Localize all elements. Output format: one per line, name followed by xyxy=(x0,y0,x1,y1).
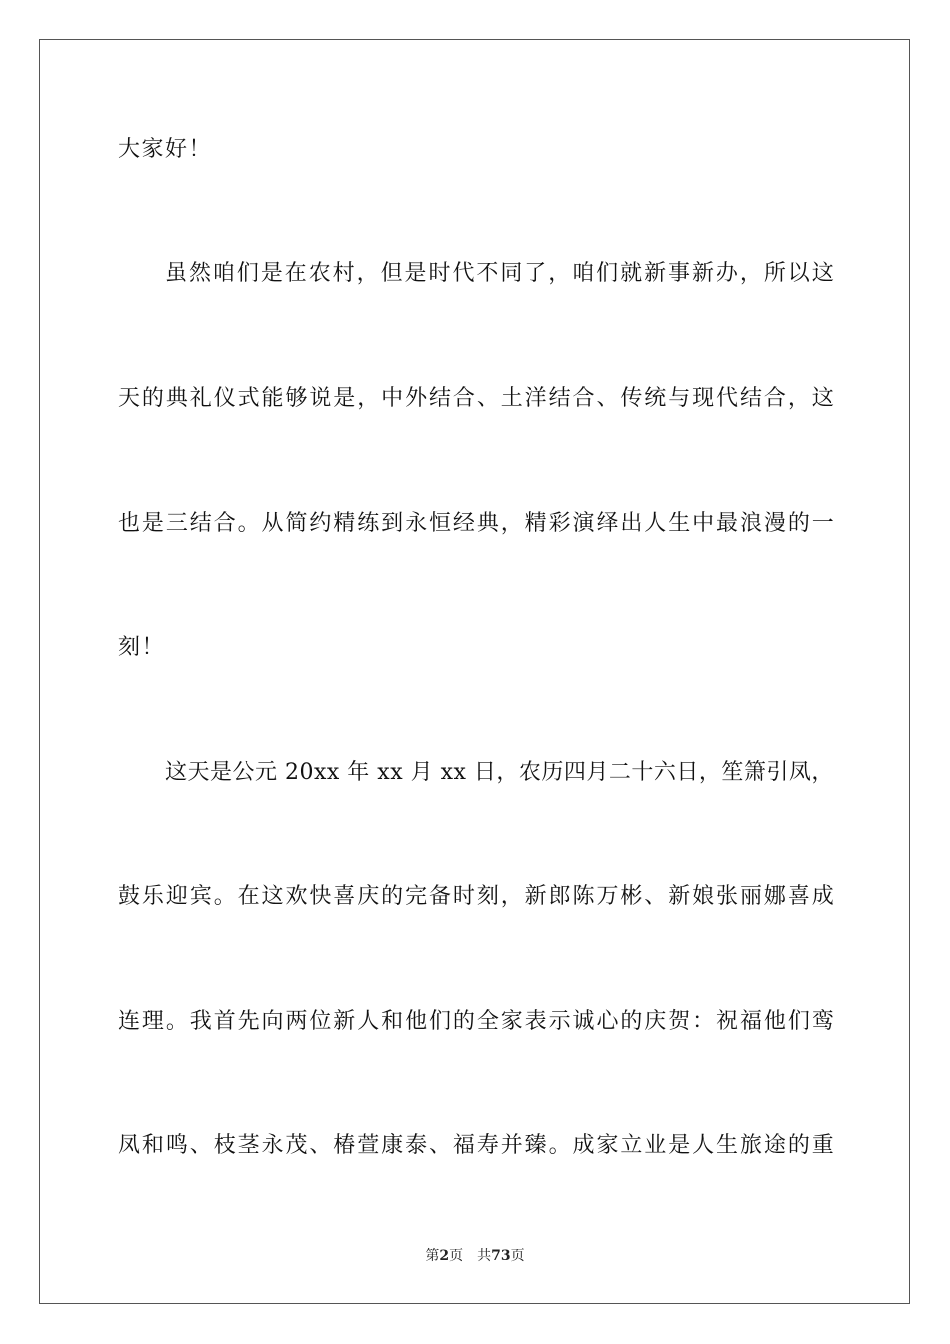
text-char: ， xyxy=(500,511,523,536)
text-char: 重 xyxy=(811,1133,834,1158)
text-char: 同 xyxy=(500,261,523,286)
text-char: 乐 xyxy=(141,884,164,909)
text-char: 精 xyxy=(524,511,547,536)
text-char: 诚 xyxy=(572,1009,595,1034)
text-char: ： xyxy=(692,1009,715,1034)
text-char: 迎 xyxy=(165,884,188,909)
text-char: 事 xyxy=(668,261,691,286)
text-char: 萱 xyxy=(357,1133,380,1158)
text-char: 说 xyxy=(309,386,332,411)
text-char: ， xyxy=(787,386,810,411)
paragraph-2-line-1: 这天是公元 20xx 年 xx 月 xx 日，农历四月二十六日，笙箫引凤， xyxy=(165,760,834,785)
text-char: 天 xyxy=(118,386,141,411)
text-char: 茎 xyxy=(237,1133,260,1158)
text-char: 椿 xyxy=(333,1133,356,1158)
text-char: 演 xyxy=(572,511,595,536)
greeting-line: 大家好！ xyxy=(118,137,213,162)
text-char: 人 xyxy=(692,1133,715,1158)
text-char: 这 xyxy=(811,386,834,411)
text-char: 泰 xyxy=(405,1133,428,1158)
paragraph-2-line-2 xyxy=(118,882,834,912)
text-char: 农 xyxy=(308,261,331,286)
text-char: 这 xyxy=(811,261,834,286)
text-char: 和 xyxy=(381,1009,404,1034)
text-char: ， xyxy=(356,261,379,286)
text-char: 时 xyxy=(452,884,475,909)
text-char: 。 xyxy=(213,884,236,909)
text-char: 典 xyxy=(165,386,188,411)
text-char: 所 xyxy=(763,261,786,286)
text-char: 外 xyxy=(405,386,428,411)
page-footer xyxy=(0,1246,950,1266)
text-char: 够 xyxy=(285,386,308,411)
text-char: 生 xyxy=(716,1133,739,1158)
text-char: 、 xyxy=(596,386,619,411)
total-pages: 73 xyxy=(491,1248,511,1264)
text-char: 祝 xyxy=(716,1009,739,1034)
text-char: 经 xyxy=(452,511,475,536)
text-char: 。 xyxy=(165,1009,188,1034)
text-char: 新 xyxy=(333,1009,356,1034)
text-char: 的 xyxy=(141,386,164,411)
text-char: 茂 xyxy=(285,1133,308,1158)
text-char: 的 xyxy=(381,884,404,909)
text-char: 约 xyxy=(309,511,332,536)
text-char: 是 xyxy=(333,386,356,411)
text-char: 仪 xyxy=(213,386,236,411)
text-char: 练 xyxy=(357,511,380,536)
text-char: 鸾 xyxy=(811,1009,834,1034)
text-char: 贺 xyxy=(668,1009,691,1034)
text-char: 式 xyxy=(237,386,260,411)
text-char: 备 xyxy=(428,884,451,909)
text-char: 洋 xyxy=(524,386,547,411)
text-char: 、 xyxy=(309,1133,332,1158)
text-char: 张 xyxy=(716,884,739,909)
text-char: ， xyxy=(500,884,523,909)
text-char: 旅 xyxy=(739,1133,762,1158)
text-char: 这 xyxy=(261,884,284,909)
page-suffix: 页 xyxy=(449,1248,464,1264)
text-char: 们 xyxy=(596,261,619,286)
text-char: 陈 xyxy=(572,884,595,909)
text-char: 示 xyxy=(548,1009,571,1034)
text-char: 。 xyxy=(237,511,260,536)
text-char: 成 xyxy=(572,1133,595,1158)
text-char: 喜 xyxy=(333,884,356,909)
text-char: 是 xyxy=(141,511,164,536)
text-char: 村 xyxy=(332,261,355,286)
text-char: 合 xyxy=(213,511,236,536)
text-char: 结 xyxy=(548,386,571,411)
text-char: 时 xyxy=(428,261,451,286)
text-char: 表 xyxy=(524,1009,547,1034)
page-number: 2 xyxy=(439,1248,450,1264)
text-char: 了 xyxy=(524,261,547,286)
page-border xyxy=(39,39,910,1304)
text-char: 就 xyxy=(620,261,643,286)
text-char: 寿 xyxy=(476,1133,499,1158)
text-char: 是 xyxy=(260,261,283,286)
text-char: 、 xyxy=(644,884,667,909)
text-char: 统 xyxy=(644,386,667,411)
text-char: 。 xyxy=(548,1133,571,1158)
text-char: 、 xyxy=(428,1133,451,1158)
text-char: 是 xyxy=(404,261,427,286)
text-char: 刻 xyxy=(476,884,499,909)
text-char: 生 xyxy=(668,511,691,536)
text-char: 心 xyxy=(596,1009,619,1034)
text-char: 以 xyxy=(787,261,810,286)
text-char: 向 xyxy=(261,1009,284,1034)
text-char: 的 xyxy=(787,511,810,536)
text-char: 的 xyxy=(452,1009,475,1034)
text-char: 代 xyxy=(716,386,739,411)
text-char: 人 xyxy=(357,1009,380,1034)
text-char: 结 xyxy=(189,511,212,536)
text-char: 中 xyxy=(381,386,404,411)
text-char: 能 xyxy=(261,386,284,411)
text-char: 立 xyxy=(620,1133,643,1158)
text-char: 和 xyxy=(141,1133,164,1158)
text-char: 一 xyxy=(811,511,834,536)
text-char: 结 xyxy=(739,386,762,411)
text-char: 礼 xyxy=(189,386,212,411)
text-char: 典 xyxy=(476,511,499,536)
text-char: 永 xyxy=(405,511,428,536)
text-char: 、 xyxy=(476,386,499,411)
text-char: 结 xyxy=(428,386,451,411)
text-char: 业 xyxy=(644,1133,667,1158)
paragraph-1-line-3 xyxy=(118,509,834,539)
text-char: 的 xyxy=(620,1009,643,1034)
text-char: 庆 xyxy=(644,1009,667,1034)
text-char: 然 xyxy=(188,261,211,286)
text-char: 、 xyxy=(189,1133,212,1158)
text-char: 精 xyxy=(333,511,356,536)
text-char: 合 xyxy=(763,386,786,411)
text-char: 首 xyxy=(213,1009,236,1034)
text-char: 新 xyxy=(524,884,547,909)
text-char: 永 xyxy=(261,1133,284,1158)
text-char: 漫 xyxy=(763,511,786,536)
text-char: 成 xyxy=(811,884,834,909)
text-char: 两 xyxy=(285,1009,308,1034)
text-char: 郎 xyxy=(548,884,571,909)
text-char: 凤 xyxy=(118,1133,141,1158)
text-char: 丽 xyxy=(739,884,762,909)
text-char: 但 xyxy=(380,261,403,286)
text-char: 办 xyxy=(715,261,738,286)
text-char: 中 xyxy=(692,511,715,536)
text-char: 他 xyxy=(763,1009,786,1034)
text-char: 福 xyxy=(739,1009,762,1034)
text-char: 合 xyxy=(452,386,475,411)
text-char: 全 xyxy=(476,1009,499,1034)
text-char: 在 xyxy=(237,884,260,909)
text-char: 土 xyxy=(500,386,523,411)
text-char: 理 xyxy=(141,1009,164,1034)
text-char: 途 xyxy=(763,1133,786,1158)
text-char: 们 xyxy=(428,1009,451,1034)
text-char: 也 xyxy=(118,511,141,536)
text-char: 先 xyxy=(237,1009,260,1034)
text-char: 康 xyxy=(381,1133,404,1158)
text-char: 出 xyxy=(620,511,643,536)
paragraph-2-line-4 xyxy=(118,1131,834,1161)
text-char: 浪 xyxy=(739,511,762,536)
text-char: 我 xyxy=(189,1009,212,1034)
page-prefix: 第 xyxy=(425,1248,440,1264)
text-char: 新 xyxy=(668,884,691,909)
text-char: 位 xyxy=(309,1009,332,1034)
text-char: 家 xyxy=(596,1133,619,1158)
text-char: 绎 xyxy=(596,511,619,536)
text-char: 彩 xyxy=(548,511,571,536)
text-char: 新 xyxy=(691,261,714,286)
text-char: 枝 xyxy=(213,1133,236,1158)
text-char: 家 xyxy=(500,1009,523,1034)
text-char: 欢 xyxy=(285,884,308,909)
text-char: 代 xyxy=(452,261,475,286)
text-char: 庆 xyxy=(357,884,380,909)
paragraph-1-line-2 xyxy=(118,384,834,414)
text-char: 快 xyxy=(309,884,332,909)
text-char: 在 xyxy=(284,261,307,286)
text-char: 万 xyxy=(596,884,619,909)
text-char: ， xyxy=(357,386,380,411)
text-char: 传 xyxy=(620,386,643,411)
text-char: 到 xyxy=(381,511,404,536)
text-char: 彬 xyxy=(620,884,643,909)
text-char: 不 xyxy=(476,261,499,286)
text-char: 从 xyxy=(261,511,284,536)
text-char: 新 xyxy=(644,261,667,286)
text-char: 合 xyxy=(572,386,595,411)
text-char: ， xyxy=(739,261,762,286)
text-char: 宾 xyxy=(189,884,212,909)
total-prefix: 共 xyxy=(477,1248,492,1264)
text-char: 并 xyxy=(500,1133,523,1158)
text-char: 鼓 xyxy=(118,884,141,909)
text-char: 现 xyxy=(692,386,715,411)
text-char: 他 xyxy=(405,1009,428,1034)
text-char: 福 xyxy=(452,1133,475,1158)
text-char: 鸣 xyxy=(165,1133,188,1158)
text-char: 连 xyxy=(118,1009,141,1034)
text-char: 人 xyxy=(644,511,667,536)
text-char: 们 xyxy=(236,261,259,286)
text-char: 三 xyxy=(165,511,188,536)
text-char: ， xyxy=(548,261,571,286)
paragraph-1-line-4: 刻！ xyxy=(118,635,166,660)
text-char: 虽 xyxy=(165,261,188,286)
paragraph-1-line-1 xyxy=(165,259,834,289)
text-char: 臻 xyxy=(524,1133,547,1158)
text-char: 咱 xyxy=(212,261,235,286)
text-char: 喜 xyxy=(787,884,810,909)
text-char: 简 xyxy=(285,511,308,536)
text-char: 咱 xyxy=(572,261,595,286)
text-char: 的 xyxy=(787,1133,810,1158)
text-char: 恒 xyxy=(428,511,451,536)
text-char: 们 xyxy=(787,1009,810,1034)
total-suffix: 页 xyxy=(510,1248,525,1264)
text-char: 完 xyxy=(405,884,428,909)
text-char: 娜 xyxy=(763,884,786,909)
paragraph-2-line-3 xyxy=(118,1007,834,1037)
text-char: 娘 xyxy=(692,884,715,909)
text-char: 与 xyxy=(668,386,691,411)
text-char: 是 xyxy=(668,1133,691,1158)
text-char: 最 xyxy=(716,511,739,536)
